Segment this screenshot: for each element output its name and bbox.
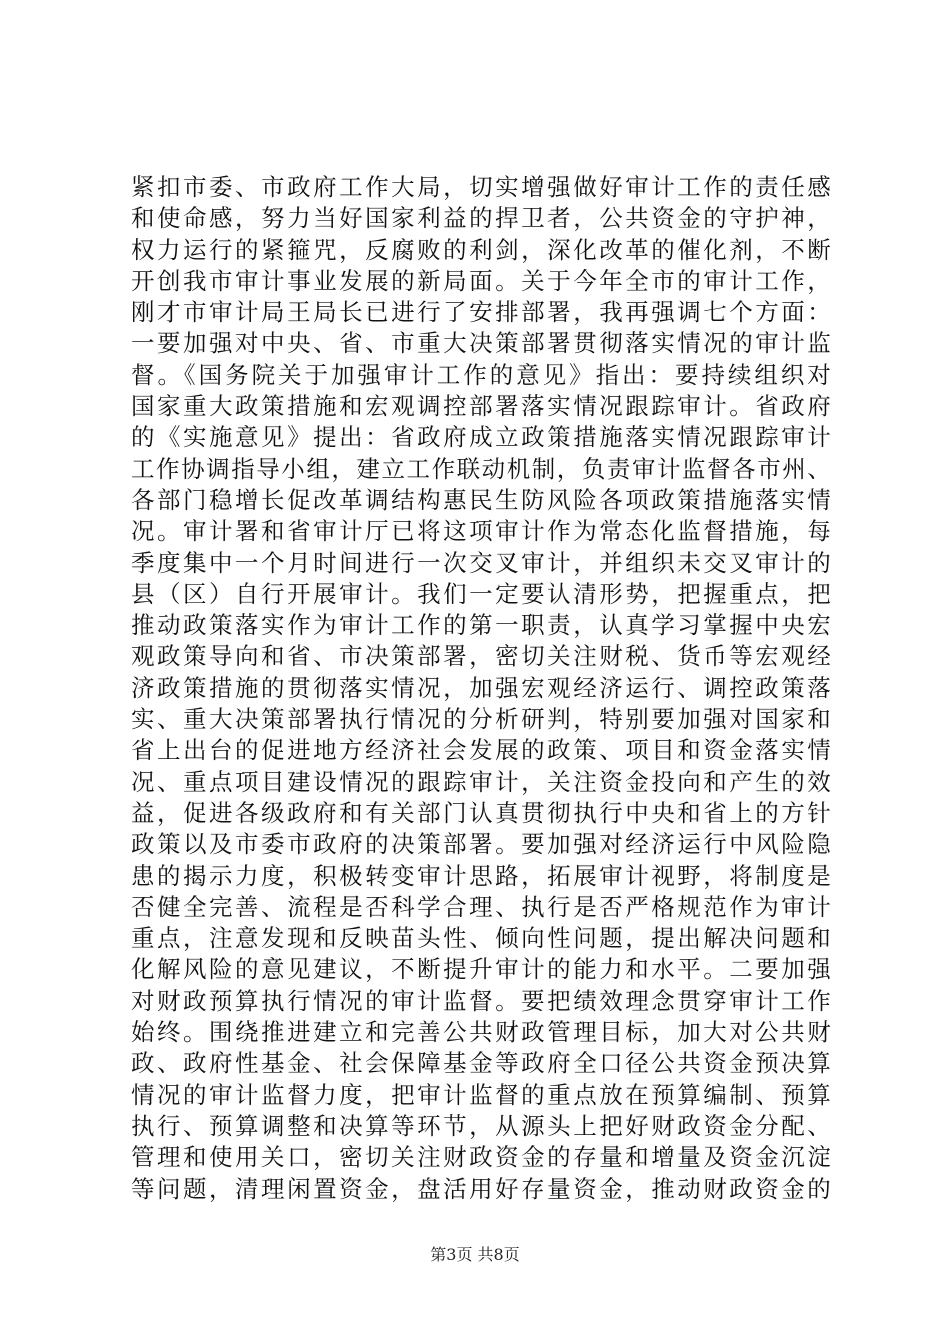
text-line: 始终。围绕推进建立和完善公共财政管理目标，加大对公共财 [131,1018,831,1047]
body-text [131,172,831,1205]
text-line: 政策以及市委市政府的决策部署。要加强对经济运行中风险隐 [131,830,831,859]
text-line: 和使命感，努力当好国家利益的捍卫者，公共资金的守护神， [131,204,831,233]
text-line: 季度集中一个月时间进行一次交叉审计，并组织未交叉审计的 [131,548,831,577]
text-line: 各部门稳增长促改革调结构惠民生防风险各项政策措施落实情 [131,485,831,514]
text-line: 管理和使用关口，密切关注财政资金的存量和增量及资金沉淀 [131,1143,831,1172]
text-line: 工作协调指导小组，建立工作联动机制，负责审计监督各市州、 [131,454,831,483]
text-line: 对财政预算执行情况的审计监督。要把绩效理念贯穿审计工作 [131,986,831,1015]
text-line: 况、重点项目建设情况的跟踪审计，关注资金投向和产生的效 [131,767,831,796]
text-line: 推动政策落实作为审计工作的第一职责，认真学习掌握中央宏 [131,611,831,640]
text-line: 权力运行的紧箍咒，反腐败的利剑，深化改革的催化剂，不断 [131,235,831,264]
text-line: 开创我市审计事业发展的新局面。关于今年全市的审计工作， [131,266,831,295]
text-line: 况。审计署和省审计厅已将这项审计作为常态化监督措施，每 [131,517,831,546]
text-line: 督。《国务院关于加强审计工作的意见》指出：要持续组织对 [131,360,831,389]
text-line: 一要加强对中央、省、市重大决策部署贯彻落实情况的审计监 [131,329,831,358]
text-line: 益，促进各级政府和有关部门认真贯彻执行中央和省上的方针 [131,798,831,827]
text-line: 济政策措施的贯彻落实情况，加强宏观经济运行、调控政策落 [131,673,831,702]
page-number-footer: 第3页 共8页 [430,1245,520,1264]
text-line: 等问题，清理闲置资金，盘活用好存量资金，推动财政资金的 [131,1174,831,1203]
text-line: 观政策导向和省、市决策部署，密切关注财税、货币等宏观经 [131,642,831,671]
text-line: 省上出台的促进地方经济社会发展的政策、项目和资金落实情 [131,736,831,765]
text-line: 执行、预算调整和决算等环节，从源头上把好财政资金分配、 [131,1111,831,1140]
text-line: 重点，注意发现和反映苗头性、倾向性问题，提出解决问题和 [131,924,831,953]
text-line: 紧扣市委、市政府工作大局，切实增强做好审计工作的责任感 [131,173,831,201]
text-line: 否健全完善、流程是否科学合理、执行是否严格规范作为审计 [131,892,831,921]
text-line: 刚才市审计局王局长已进行了安排部署，我再强调七个方面： [131,298,831,327]
text-line: 县（区）自行开展审计。我们一定要认清形势，把握重点，把 [131,579,831,608]
text-line: 情况的审计监督力度，把审计监督的重点放在预算编制、预算 [131,1080,831,1109]
text-line: 实、重大决策部署执行情况的分析研判，特别要加强对国家和 [131,705,831,734]
text-line: 的《实施意见》提出：省政府成立政策措施落实情况跟踪审计 [131,423,831,452]
text-line: 化解风险的意见建议，不断提升审计的能力和水平。二要加强 [131,955,831,984]
text-line: 国家重大政策措施和宏观调控部署落实情况跟踪审计。省政府 [131,392,831,421]
text-line: 政、政府性基金、社会保障基金等政府全口径公共资金预决算 [131,1049,831,1078]
text-line: 患的揭示力度，积极转变审计思路，拓展审计视野，将制度是 [131,861,831,890]
